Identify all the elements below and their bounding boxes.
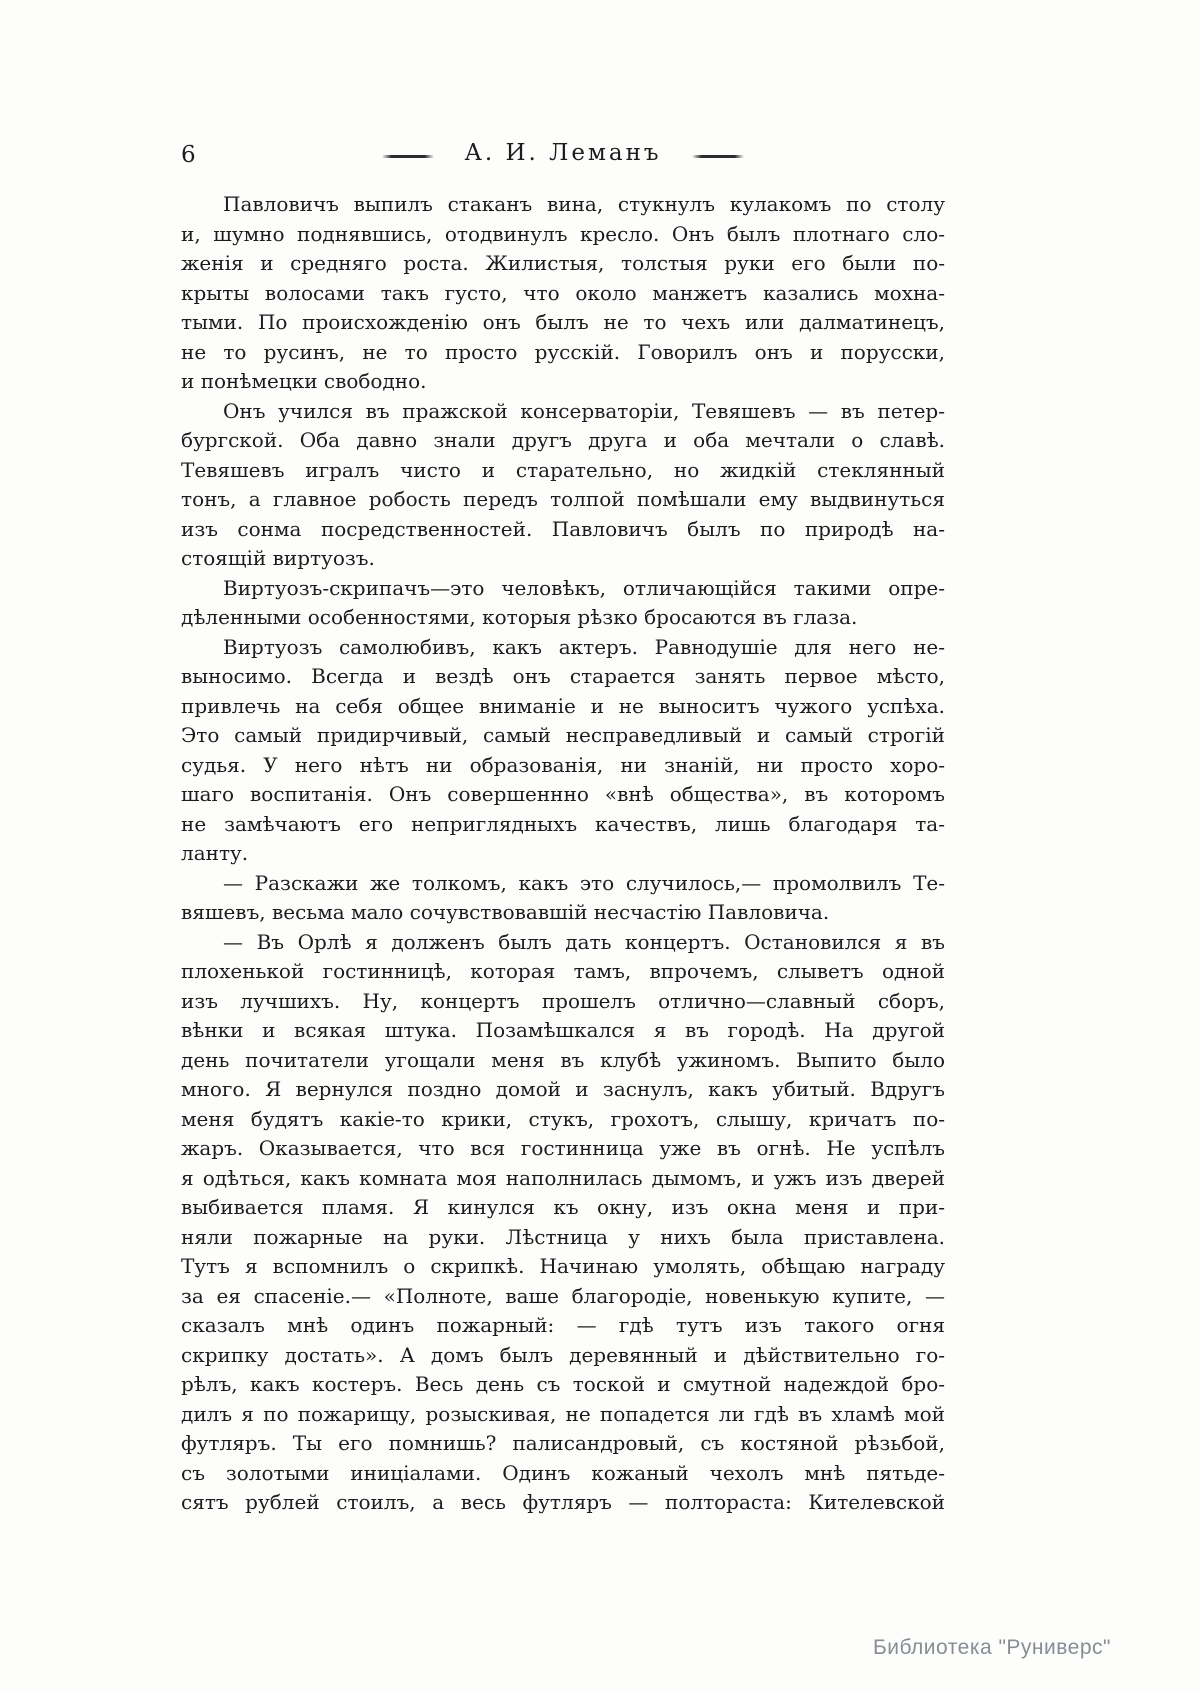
paragraph (181, 190, 945, 397)
text-line: ланту. (181, 841, 249, 865)
text-line: шаго воспитанія. Онъ совершеннно «внѣ общества», въ которомъ (181, 782, 945, 806)
text-line: Онъ учился въ пражской консерваторіи, Тевяшевъ — въ петер- (223, 398, 945, 423)
paragraph (181, 574, 945, 633)
text-line: съ золотыми иниціалами. Одинъ кожаный чехолъ мнѣ пятьде- (181, 1460, 945, 1485)
text-line: няли пожарные на руки. Лѣстница у нихъ была приставлена. (181, 1224, 945, 1249)
text-line: привлечь на себя общее вниманіе и не выноситъ чужого успѣха. (181, 693, 945, 718)
paragraph (181, 928, 945, 1518)
watermark: Библиотека "Руниверс" (872, 1636, 1111, 1659)
text-line: сятъ рублей стоилъ, а весь футляръ — полтораста: Кителевской (181, 1490, 945, 1514)
text-line: выбивается пламя. Я кинулся къ окну, изъ окна меня и при- (181, 1195, 945, 1219)
text-line: выносимо. Всегда и вездѣ онъ старается занять первое мѣсто, (181, 664, 945, 688)
header-title: А. И. Леманъ (464, 140, 662, 166)
text-line: скрипку достать». А домъ былъ деревянный и дѣйствительно го- (181, 1342, 945, 1367)
text-line: крыты волосами такъ густо, что около манжетъ казались мохна- (181, 280, 945, 305)
text-line: вяшевъ, весьма мало сочувствовавшій несчастію Павловича. (181, 900, 830, 924)
text-line: стоящій виртуозъ. (181, 546, 375, 570)
paragraph (181, 633, 945, 869)
text-line: женія и средняго роста. Жилистыя, толстыя руки его были по- (181, 251, 945, 275)
text-line: много. Я вернулся поздно домой и заснулъ, какъ убитый. Вдругъ (181, 1077, 945, 1101)
text-line: тонъ, а главное робость передъ толпой помѣшали ему выдвинуться (181, 487, 945, 511)
text-line: я одѣться, какъ комната моя наполнилась дымомъ, и ужъ изъ дверей (181, 1165, 945, 1190)
text-line: жаръ. Оказывается, что вся гостинница уже въ огнѣ. Не успѣлъ (181, 1136, 945, 1160)
text-line: меня будятъ какіе-то крики, стукъ, грохотъ, слышу, кричатъ по- (181, 1106, 945, 1131)
text-line: Тевяшевъ игралъ чисто и старательно, но жидкій стеклянный (181, 457, 945, 482)
page-header (181, 140, 945, 172)
text-line: день почитатели угощали меня въ клубѣ ужиномъ. Выпито было (181, 1047, 945, 1072)
text-line: футляръ. Ты его помнишь? палисандровый, съ костяной рѣзьбой, (181, 1431, 945, 1455)
page-number: 6 (181, 142, 196, 168)
text-line: рѣлъ, какъ костеръ. Весь день съ тоской и смутной надеждой бро- (181, 1372, 945, 1396)
text-line: и понѣмецки свободно. (181, 369, 427, 393)
header-title-group (181, 140, 945, 166)
header-rule-right-icon (692, 155, 744, 158)
text-line: Павловичъ выпилъ стаканъ вина, стукнулъ кулакомъ по столу (223, 192, 945, 216)
text-line: и, шумно поднявшись, отодвинулъ кресло. Онъ былъ плотнаго сло- (181, 221, 945, 246)
text-line: Тутъ я вспомнилъ о скрипкѣ. Начинаю умолять, обѣщаю награду (181, 1254, 945, 1278)
text-line: — Въ Орлѣ я долженъ былъ дать концертъ. Остановился я въ (223, 929, 945, 954)
text-line: сказалъ мнѣ одинъ пожарный: — гдѣ тутъ изъ такого огня (181, 1313, 945, 1337)
header-rule-left-icon (382, 155, 434, 158)
text-line: Виртуозъ самолюбивъ, какъ актеръ. Равнодушіе для него не- (223, 634, 945, 659)
text-line: бургской. Оба давно знали другъ друга и оба мечтали о славѣ. (181, 428, 945, 452)
text-line: Это самый придирчивый, самый несправедливый и самый строгій (181, 723, 945, 747)
text-line: плохенькой гостинницѣ, которая тамъ, впрочемъ, слыветъ одной (181, 959, 945, 983)
text-line: — Разскажи же толкомъ, какъ это случилось,— промолвилъ Те- (223, 870, 945, 895)
text-line: изъ сонма посредственностей. Павловичъ былъ по природѣ на- (181, 516, 945, 541)
text-block (181, 190, 945, 1518)
text-line: дилъ я по пожарищу, розыскивая, не попадется ли гдѣ въ хламѣ мой (181, 1401, 945, 1426)
text-line: тыми. По происхожденію онъ былъ не то чехъ или далматинецъ, (181, 310, 945, 334)
text-line: вѣнки и всякая штука. Позамѣшкался я въ городѣ. На другой (181, 1018, 945, 1042)
text-line: за ея спасеніе.— «Полноте, ваше благородіе, новенькую купите, — (181, 1283, 945, 1308)
text-line: не замѣчаютъ его неприглядныхъ качествъ, лишь благодаря та- (181, 811, 945, 836)
text-line: не то русинъ, не то просто русскій. Говорилъ онъ и порусски, (181, 339, 945, 364)
paragraph (181, 397, 945, 574)
text-line: судья. У него нѣтъ ни образованія, ни знаній, ни просто хоро- (181, 752, 945, 777)
paragraph (181, 869, 945, 928)
text-line: изъ лучшихъ. Ну, концертъ прошелъ отлично—славный сборъ, (181, 988, 945, 1013)
text-line: Виртуозъ-скрипачъ—это человѣкъ, отличающійся такими опре- (223, 575, 945, 600)
text-line: дѣленными особенностями, которыя рѣзко бросаются въ глаза. (181, 605, 858, 629)
